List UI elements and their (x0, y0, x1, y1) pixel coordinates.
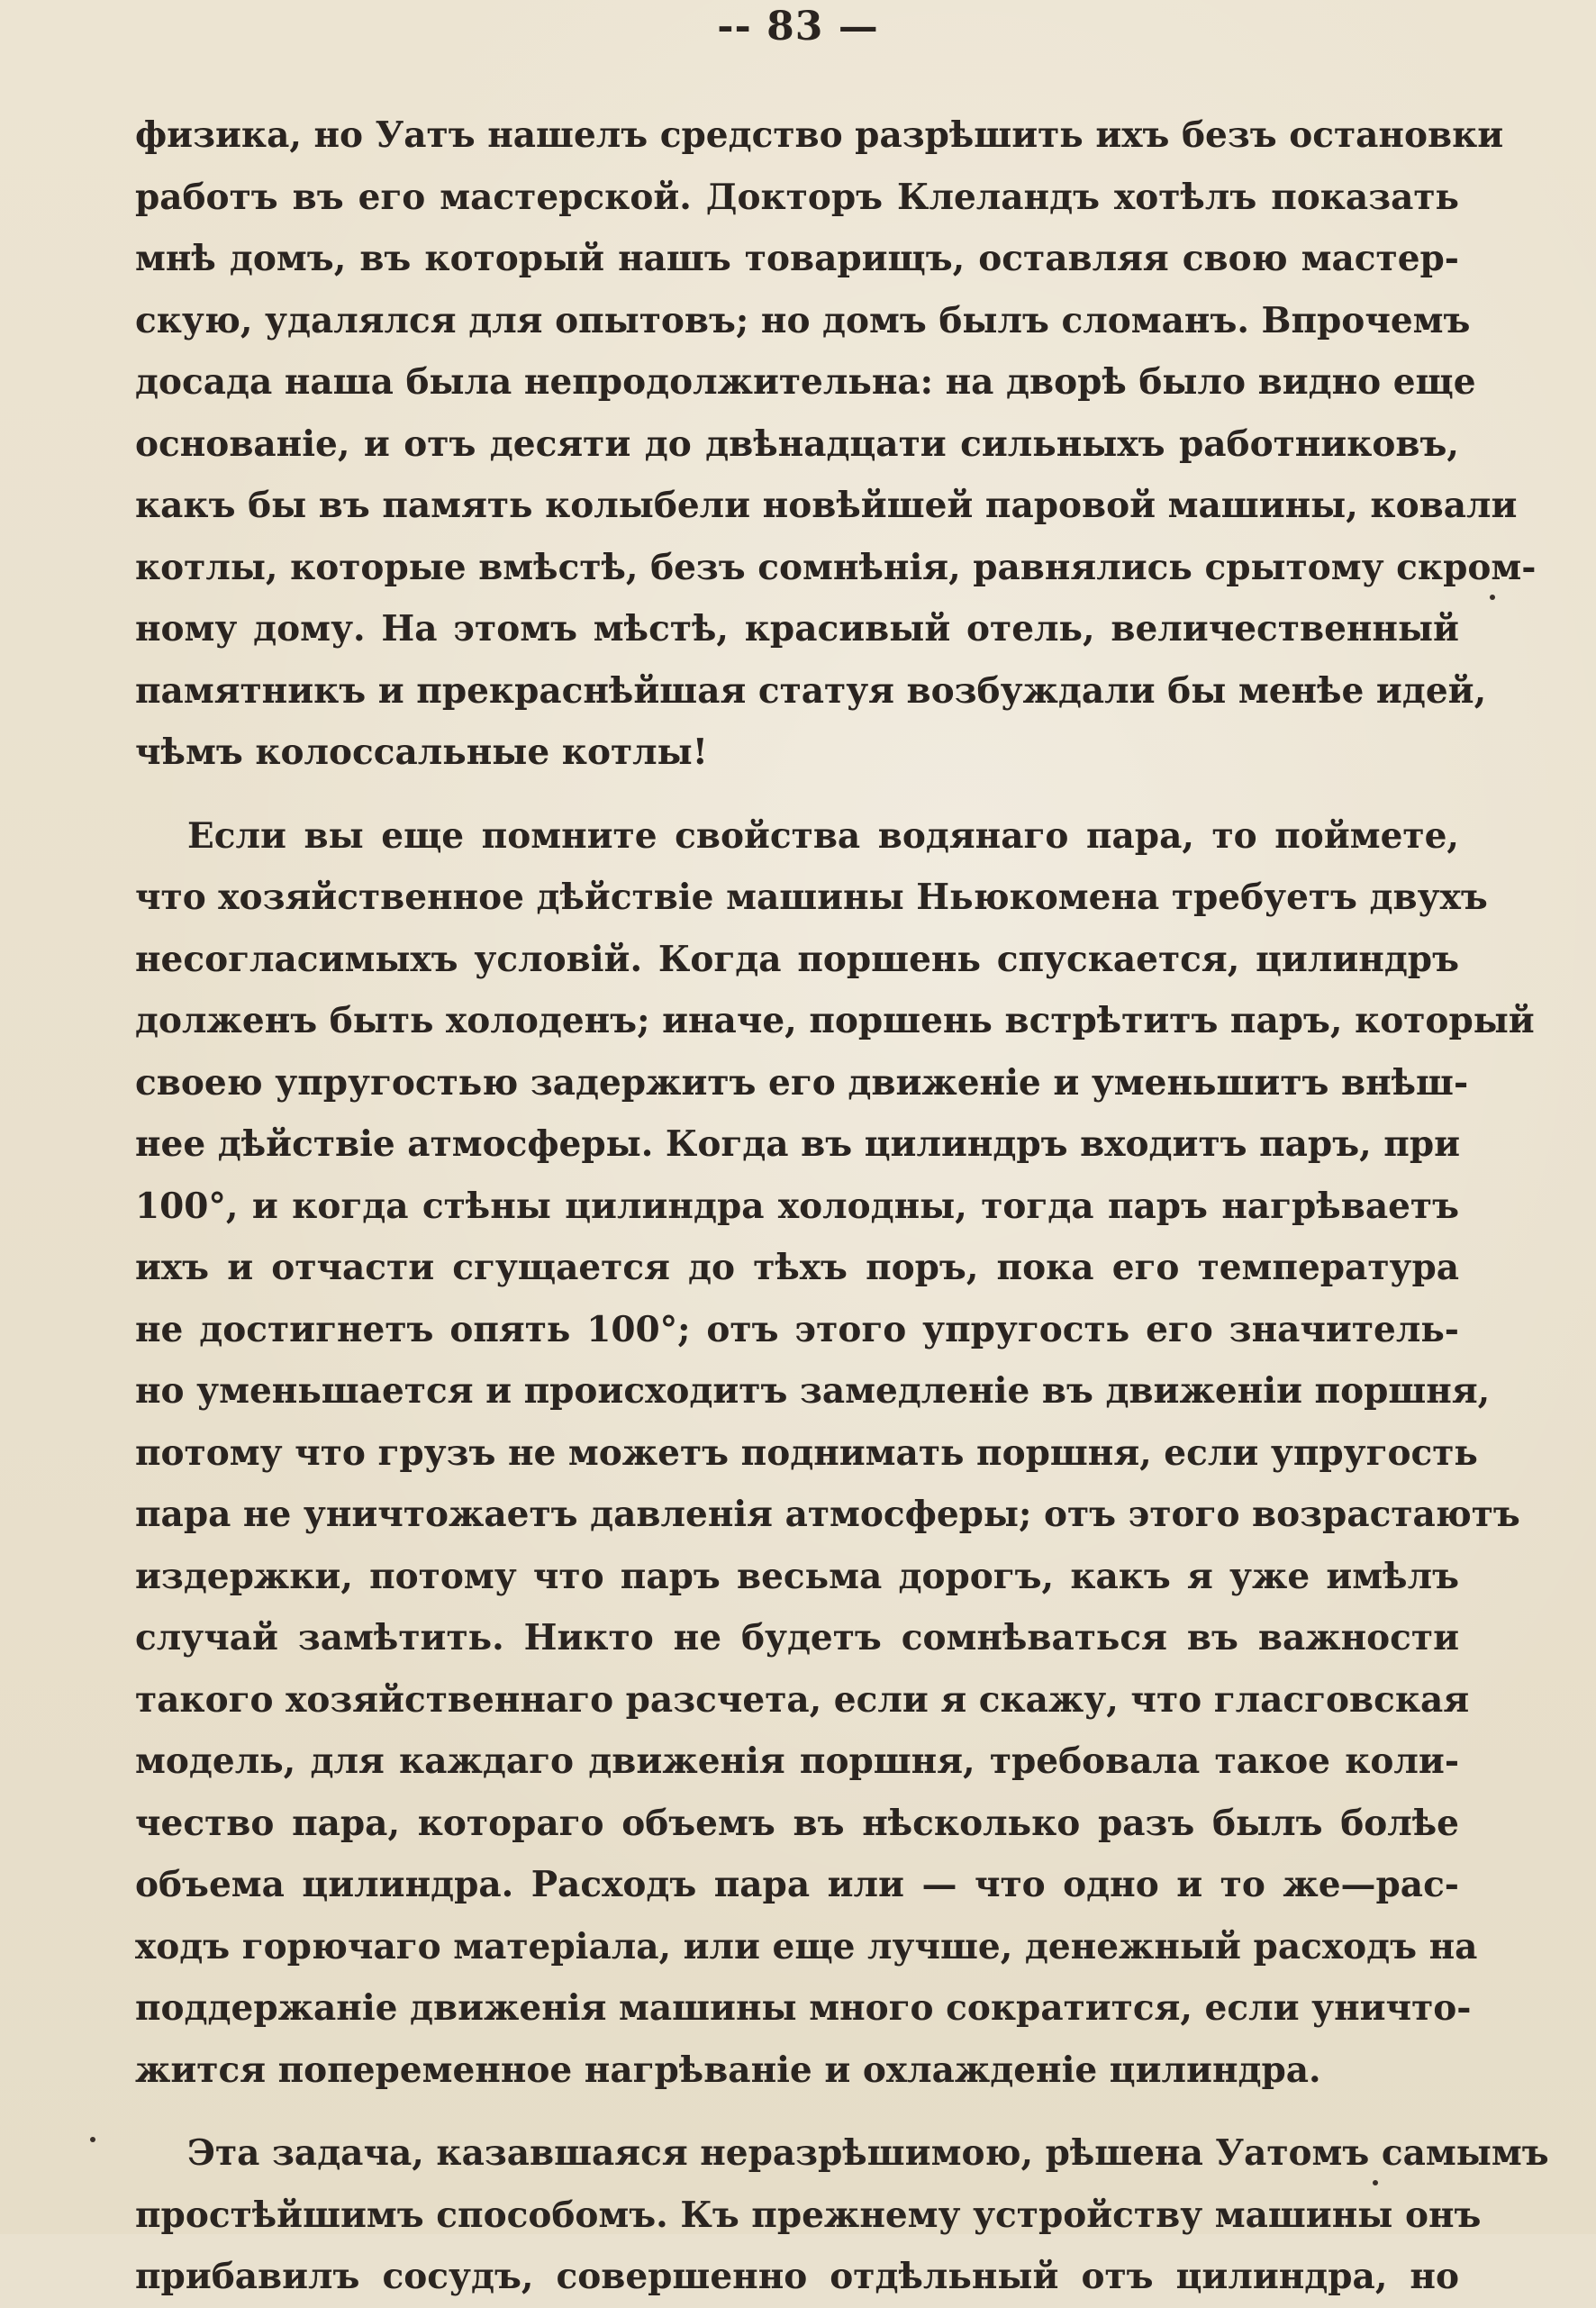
text-line: досада наша была непродолжительна: на дворѣ было видно еще (135, 361, 1476, 403)
text-line: объема цилиндра. Расходъ пара или — что одно и то же—рас- (135, 1864, 1459, 1905)
body-text (135, 104, 1549, 2308)
ink-speck (1373, 2180, 1378, 2185)
text-line: Эта задача, казавшаяся неразрѣшимою, рѣшена Уатомъ самымъ (187, 2132, 1549, 2174)
paragraph-3 (135, 2122, 1549, 2308)
paragraph-2 (135, 805, 1535, 2102)
text-line: котлы, которые вмѣстѣ, безъ сомнѣнія, равнялись срытому скром- (135, 546, 1537, 588)
text-line: основаніе, и отъ десяти до двѣнадцати сильныхъ работниковъ, (135, 423, 1459, 465)
text-line: физика, но Уатъ нашелъ средство разрѣшить ихъ безъ остановки (135, 114, 1504, 156)
text-line: ходъ горючаго матеріала, или еще лучше, денежный расходъ на (135, 1925, 1478, 1967)
text-line: модель, для каждаго движенія поршня, требовала такое коли- (135, 1740, 1459, 1782)
text-line: прибавилъ сосудъ, совершенно отдѣльный отъ цилиндра, но (135, 2256, 1459, 2297)
page-number: -- 83 — (717, 4, 879, 50)
text-line: случай замѣтить. Никто не будетъ сомнѣваться въ важности (135, 1617, 1459, 1658)
text-line: какъ бы въ память колыбели новѣйшей паровой машины, ковали (135, 485, 1518, 526)
text-line: памятникъ и прекраснѣйшая статуя возбуждали бы менѣе идей, (135, 669, 1487, 712)
text-line: издержки, потому что паръ весьма дорогъ, какъ я уже имѣлъ (135, 1555, 1459, 1597)
text-line: не достигнетъ опять 100°; отъ этого упругость его значитель- (135, 1308, 1459, 1350)
text-line: несогласимыхъ условій. Когда поршень спускается, цилиндръ (135, 938, 1459, 980)
text-line: 100°, и когда стѣны цилиндра холодны, тогда паръ нагрѣваетъ (135, 1185, 1459, 1227)
text-line: долженъ быть холоденъ; иначе, поршень встрѣтитъ паръ, который (135, 1000, 1535, 1041)
paragraph-1 (135, 104, 1537, 784)
text-line: ному дому. На этомъ мѣстѣ, красивый отель, величественный (135, 608, 1459, 650)
text-line: пара не уничтожаетъ давленія атмосферы; отъ этого возрастаютъ (135, 1494, 1520, 1535)
text-line: работъ въ его мастерской. Докторъ Клеландъ хотѣлъ показать (135, 176, 1459, 218)
text-line: своею упругостью задержитъ его движеніе и уменьшитъ внѣш- (135, 1061, 1469, 1104)
ink-speck (90, 2137, 95, 2142)
text-line: такого хозяйственнаго разсчета, если я скажу, что гласговская (135, 1678, 1470, 1721)
text-line: потому что грузъ не можетъ поднимать поршня, если упругость (135, 1431, 1478, 1474)
text-line: но уменьшается и происходитъ замедленіе въ движеніи поршня, (135, 1370, 1491, 1412)
text-line: простѣйшимъ способомъ. Къ прежнему устройству машины онъ (135, 2194, 1482, 2236)
text-line: мнѣ домъ, въ который нашъ товарищъ, оставляя свою мастер- (135, 238, 1459, 279)
text-line: жится попеременное нагрѣваніе и охлажденіе цилиндра. (135, 2049, 1321, 2091)
text-line: чество пара, котораго объемъ въ нѣсколько разъ былъ болѣе (135, 1802, 1459, 1844)
text-line: скую, удалялся для опытовъ; но домъ былъ сломанъ. Впрочемъ (135, 299, 1471, 341)
text-line: нее дѣйствіе атмосферы. Когда въ цилиндръ входитъ паръ, при (135, 1123, 1461, 1165)
text-line: поддержаніе движенія машины много сократится, если уничто- (135, 1987, 1472, 2029)
text-line: Если вы еще помните свойства водянаго пара, то поймете, (187, 814, 1459, 857)
text-line: чѣмъ колоссальные котлы! (135, 731, 708, 773)
text-line: ихъ и отчасти сгущается до тѣхъ поръ, пока его температура (135, 1247, 1459, 1288)
ink-speck (1490, 595, 1495, 600)
text-line: что хозяйственное дѣйствіе машины Ньюкомена требуетъ двухъ (135, 877, 1488, 918)
